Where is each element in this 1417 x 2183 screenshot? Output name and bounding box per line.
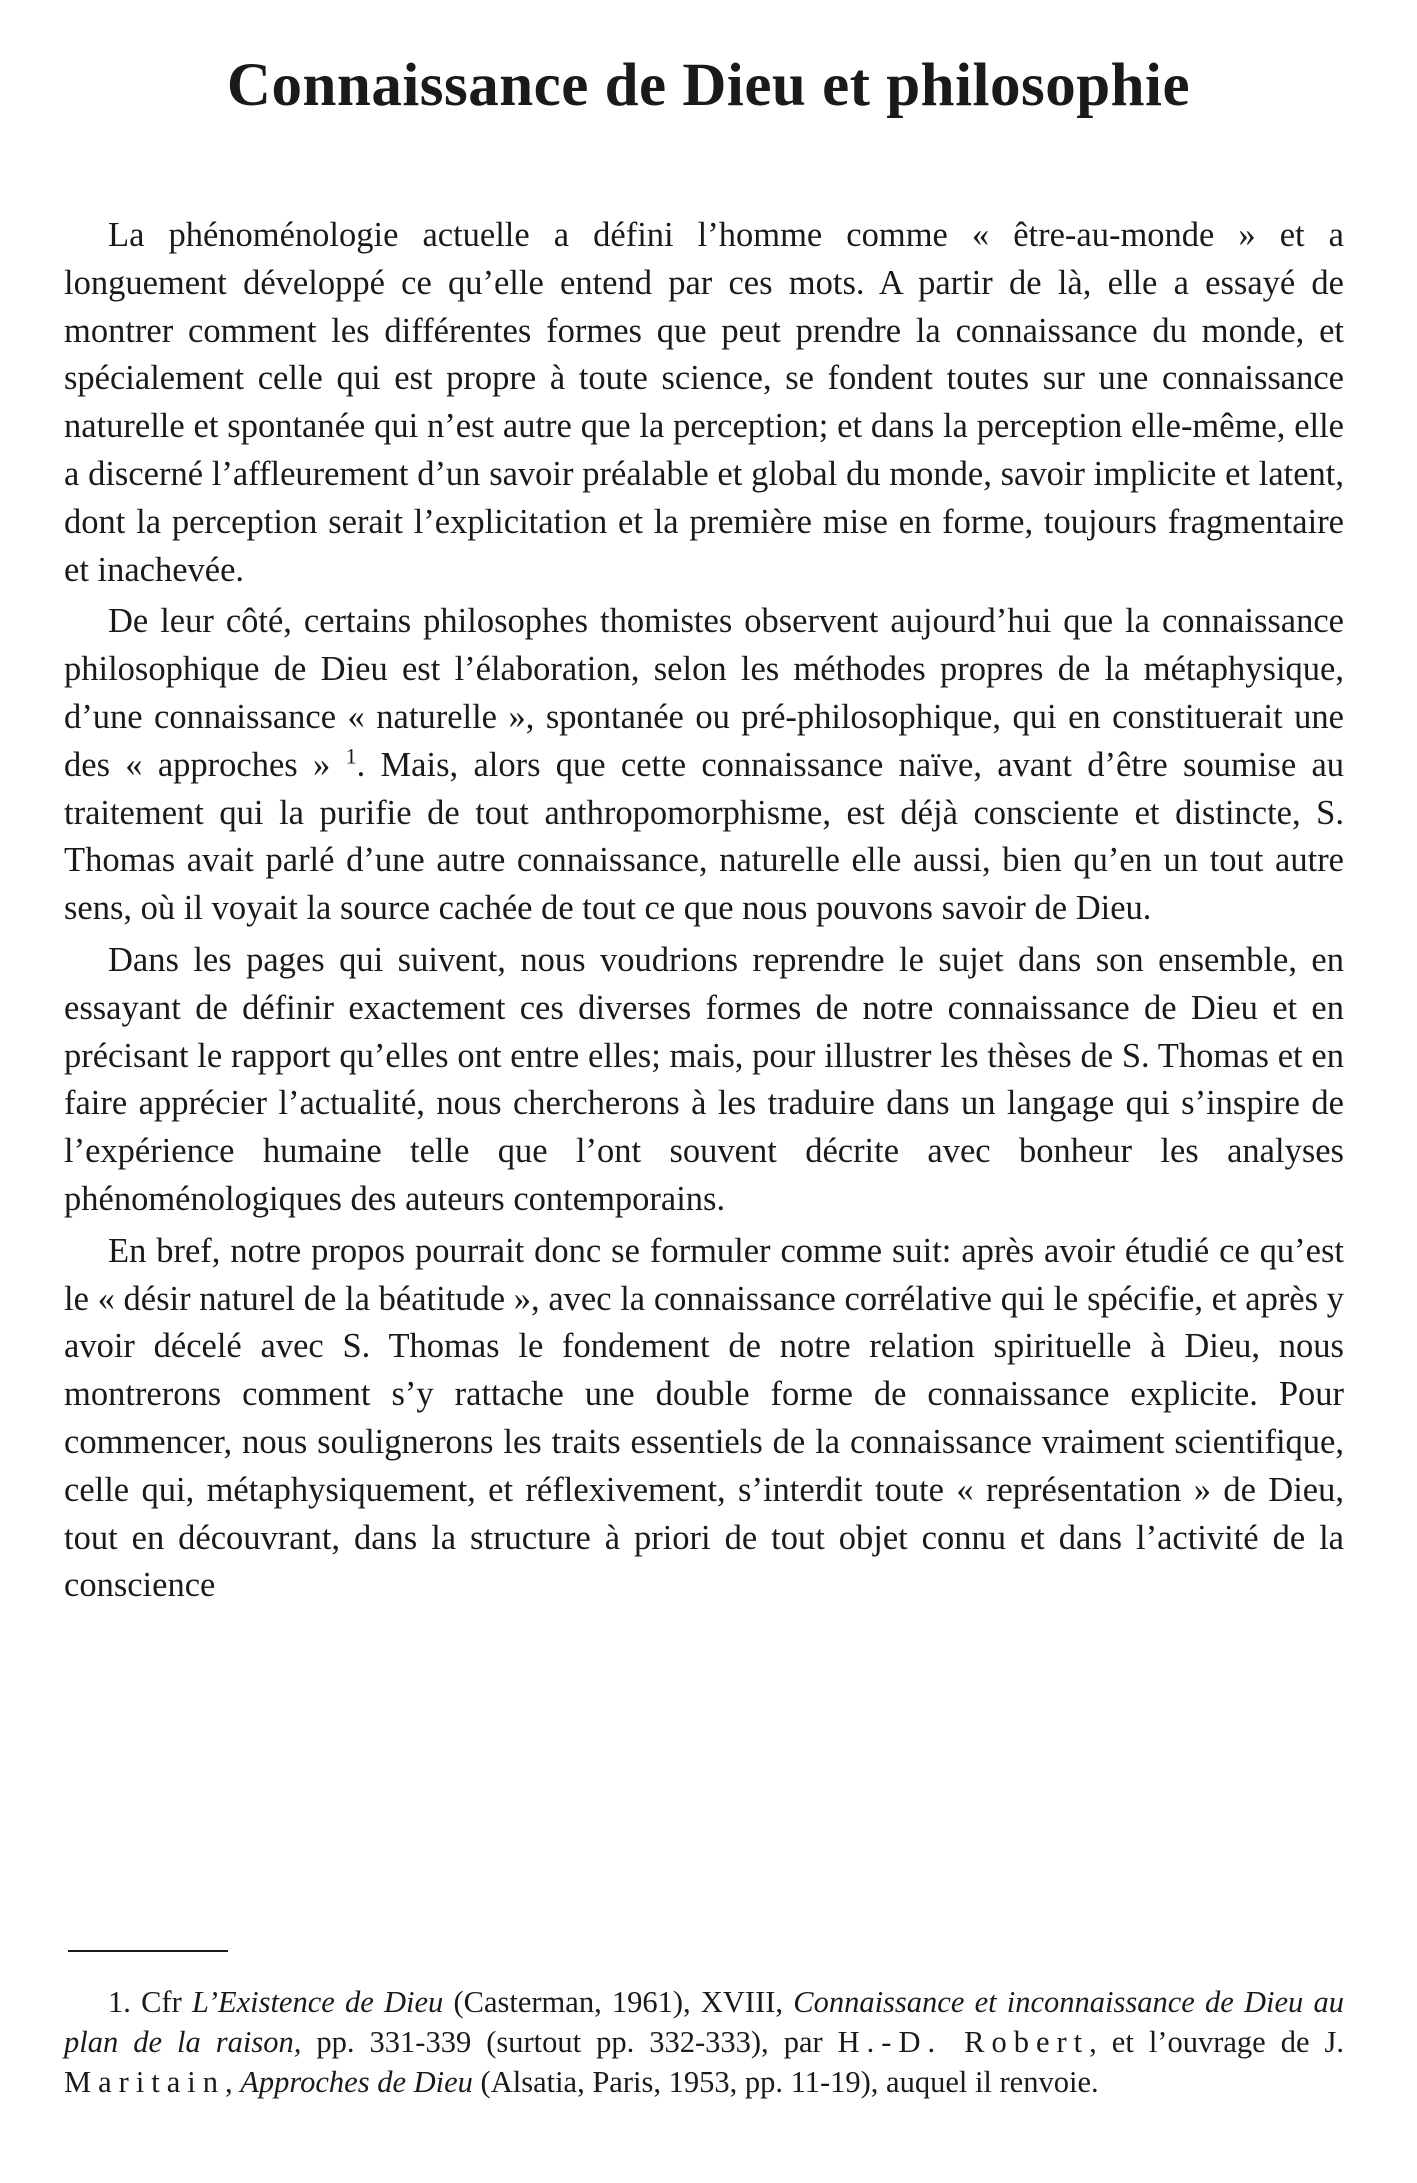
footnote-comma: , xyxy=(225,2065,233,2099)
footnote-author-1: H.-D. Robert xyxy=(837,2025,1090,2059)
paragraph-2 xyxy=(64,598,1344,933)
paragraph-2-after: . Mais, alors que cette connaissance naïve, avant d’être soumise au traitement qui la purifie de tout anthropomorphisme, est déjà consciente et distincte, S. Thomas avait parlé d’une autre connaissance, naturelle elle aussi, bien qu’en un tout autre sens, où il voyait la source cachée de tout ce que nous pouvons savoir de Dieu. xyxy=(64,745,1345,928)
footnote-publisher-1: (Casterman, 1961), XVIII, xyxy=(453,1985,784,2019)
footnote-number: 1. xyxy=(108,1985,131,2019)
paragraph-3: Dans les pages qui suivent, nous voudrions reprendre le sujet dans son ensemble, en essayant de définir exactement ces diverses formes de notre connaissance de Dieu et en précisant le rapport qu’elles ont entre elles; mais, pour illustrer les thèses de S. Thomas et en faire apprécier l’actualité, nous chercherons à les traduire dans un langage qui s’inspire de l’expérience humaine telle que l’ont souvent décrite avec bonheur les analyses phénoménologiques des auteurs contemporains. xyxy=(64,940,1344,1218)
page-title: Connaissance de Dieu et philosophie xyxy=(226,52,1191,119)
footnote-publisher-2: (Alsatia, Paris, 1953, pp. 11-19), auquel il renvoie. xyxy=(480,2065,1099,2099)
footnote-article: Connaissance et inconnaissance de Dieu au plan de la raison, xyxy=(64,1985,1345,2059)
footnote-work-1: L’Existence de Dieu xyxy=(191,1985,444,2019)
paragraph-1: La phénoménologie actuelle a défini l’homme comme « être-au-monde » et a longuement développé ce qu’elle entend par ces mots. A partir de là, elle a essayé de montrer comment les différentes formes que peut prendre la connaissance du monde, et spécialement celle qui est propre à toute science, se fondent toutes sur une connaissance naturelle et spontanée qui n’est autre que la perception; et dans la perception elle-même, elle a discerné l’affleurement d’un savoir préalable et global du monde, savoir implicite et latent, dont la perception serait l’explicitation et la première mise en forme, toujours fragmentaire et inachevée. xyxy=(64,216,1344,589)
paragraph-4: En bref, notre propos pourrait donc se formuler comme suit: après avoir étudié ce qu’est le « désir naturel de la béatitude », avec la connaissance corrélative qui le spécifie, et après y avoir décelé avec S. Thomas le fondement de notre relation spirituelle à Dieu, nous montrerons comment s’y rattache une double forme de connaissance explicite. Pour commencer, nous soulignerons les traits essentiels de la connaissance vraiment scientifique, celle qui, métaphysiquement, et réflexivement, s’interdit toute « représentation » de Dieu, tout en découvrant, dans la structure à priori de tout objet connu et dans l’activité de la conscience xyxy=(64,1231,1344,1605)
footnote-connector: , et l’ouvrage de J. xyxy=(1089,2025,1344,2059)
footnote-pages-1: pp. 331-339 (surtout pp. 332-333), par xyxy=(316,2025,823,2059)
footnote xyxy=(64,1982,1344,2102)
footnote-divider xyxy=(68,1950,228,1952)
footnote-cfr: Cfr xyxy=(141,1985,182,2019)
footnote-work-2: Approches de Dieu xyxy=(240,2065,473,2099)
paragraph-2-before: De leur côté, certains philosophes thomistes observent aujourd’hui que la connaissance philosophique de Dieu est l’élaboration, selon les méthodes propres de la métaphysique, d’une connaissance « naturelle », spontanée ou pré-philosophique, qui en constituerait une des « approches » xyxy=(64,602,1344,784)
body-text xyxy=(64,212,1344,1610)
footnote-author-2: Maritain xyxy=(64,2065,226,2099)
footnote-reference: 1 xyxy=(345,743,357,769)
